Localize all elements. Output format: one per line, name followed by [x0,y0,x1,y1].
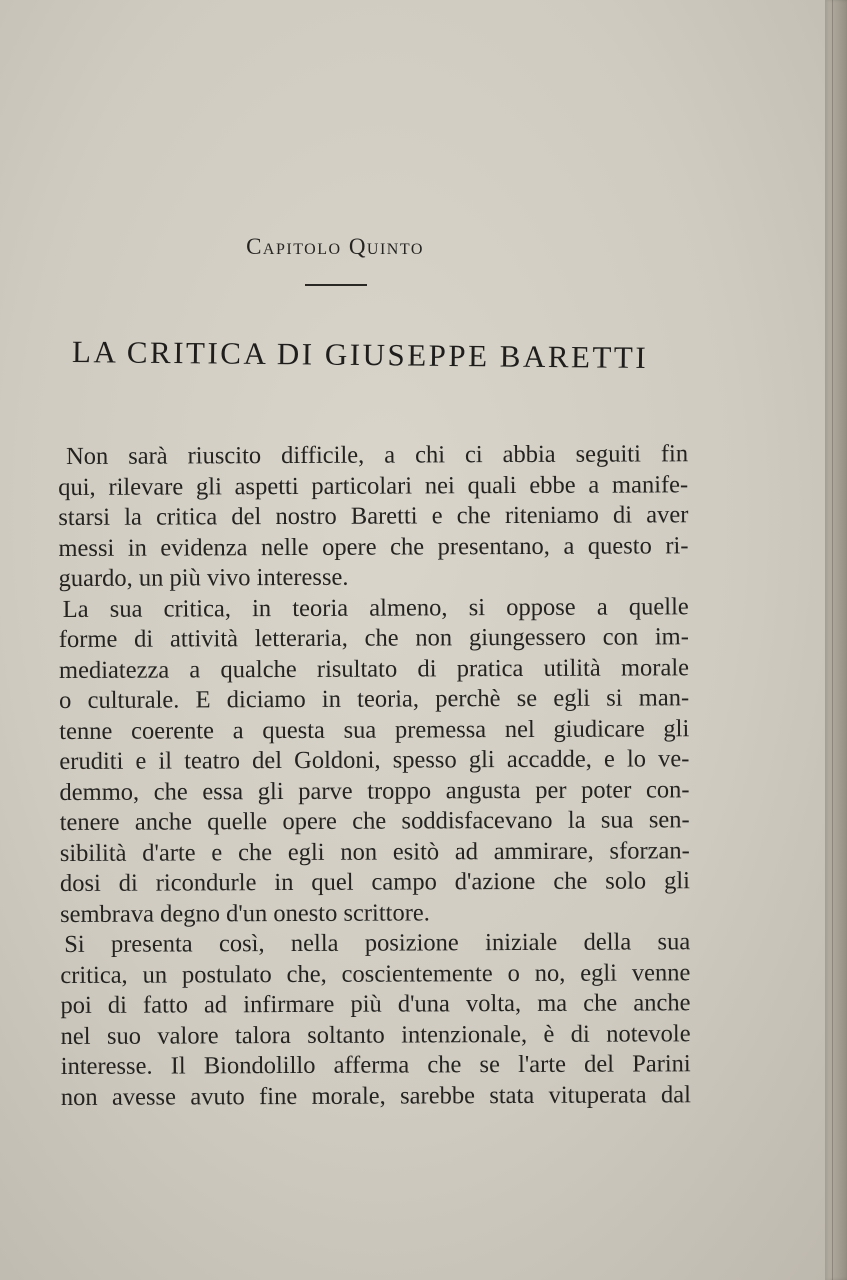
text-line: Si presenta così, nella posizione iniziale della sua [64,928,691,958]
text-line: guardo, un più vivo interesse. [58,563,349,592]
text-line: nel suo valore talora soltanto intenzionale, è di notevole [60,1019,691,1050]
page-edge [825,0,847,1280]
text-line: non avesse avuto fine morale, sarebbe stata vituperata dal [60,1080,691,1111]
body-text [58,439,691,1113]
text-line: poi di fatto ad infirmare più d'una volta, ma che anche [60,989,691,1019]
text-line: sembrava degno d'un onesto scrittore. [60,898,430,928]
text-line: messi in evidenza nelle opere che presentano, a questo ri- [58,531,689,562]
text-line: eruditi e il teatro del Goldoni, spesso gli accadde, e lo ve- [59,745,690,775]
chapter-title: LA CRITICA DI GIUSEPPE BARETTI [71,334,649,376]
text-line: starsi la critica del nostro Baretti e che riteniamo di aver [58,501,689,531]
chapter-label: Capitolo Quinto [246,234,424,259]
text-line: mediatezza a qualche risultato di pratica utilità morale [58,653,690,684]
text-line: forme di attività letteraria, che non giungessero con im- [58,623,689,653]
text-line: critica, un postulato che, coscientemente o no, egli venne [60,958,691,989]
text-line: dosi di ricondurle in quel campo d'azione che solo gli [59,867,690,897]
text-line: interesse. Il Biondolillo afferma che se l'arte del Parini [60,1050,691,1080]
text-line: tenne coerente a questa sua premessa nel giudicare gli [59,714,690,745]
text-line: Non sarà riuscito difficile, a chi ci abbia seguiti fin [66,440,689,470]
text-line: demmo, che essa gli parve troppo angusta per poter con- [59,775,690,806]
text-line: sibilità d'arte e che egli non esitò ad ammirare, sforzan- [59,836,690,867]
text-line: tenere anche quelle opere che soddisfacevano la sua sen- [59,806,690,836]
chapter-divider [305,284,367,286]
page-edge-line [832,0,833,1280]
text-line: qui, rilevare gli aspetti particolari nei quali ebbe a manife- [58,470,689,501]
text-line: La sua critica, in teoria almeno, si oppose a quelle [62,592,689,623]
text-line: o culturale. E diciamo in teoria, perchè se egli si man- [59,684,690,714]
